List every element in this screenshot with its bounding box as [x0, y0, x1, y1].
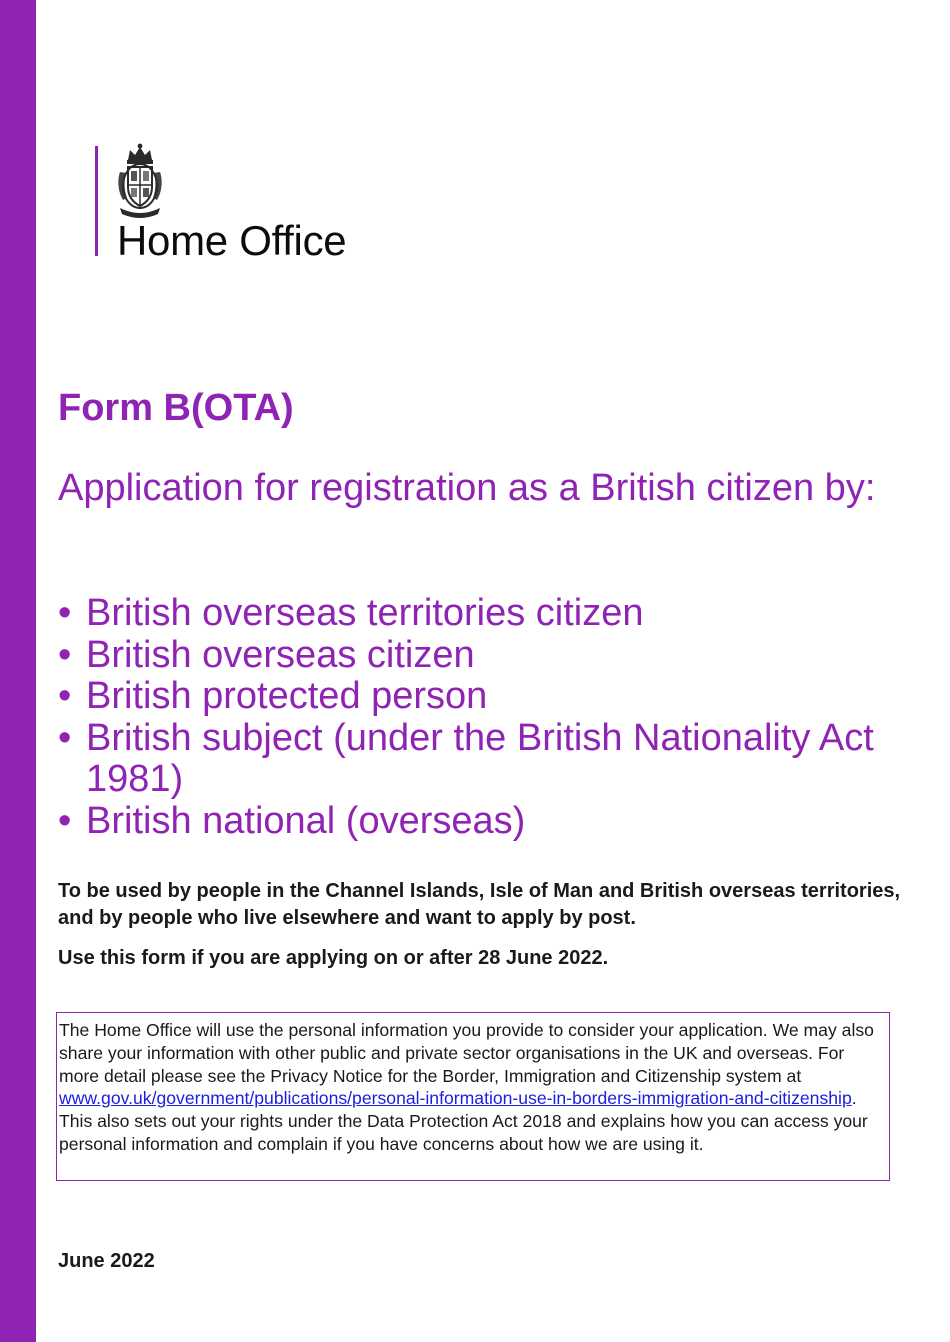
usage-note: To be used by people in the Channel Islands, Isle of Man and British overseas territories, and by people who live elsewhere and want to apply by post.: [58, 880, 901, 929]
org-name: Home Office: [117, 217, 347, 264]
logo-rule: [95, 146, 98, 256]
list-item: [58, 635, 918, 677]
list-item: [58, 676, 918, 718]
category-label: British subject (under the British Nationality Act 1981): [86, 716, 874, 800]
category-label: British national (overseas): [86, 799, 526, 842]
category-label: British overseas citizen: [86, 633, 475, 676]
category-label: British protected person: [86, 675, 488, 717]
privacy-text: The Home Office will use the personal information you provide to consider your application. We may also share your information with other public and private sector organisations in the UK and overseas. For more detail please see the Privacy Notice for the Border, Immigration and Citizenship system at: [59, 1020, 874, 1086]
publication-date: June 2022: [58, 1250, 155, 1272]
form-subtitle: Application for registration as a British citizen by:: [58, 467, 876, 509]
list-item: [58, 718, 918, 801]
eligible-categories-list: [58, 593, 918, 842]
home-office-logo: [95, 140, 415, 264]
privacy-notice-link[interactable]: www.gov.uk/government/publications/personal-information-use-in-borders-immigration-and-citizenship: [59, 1088, 852, 1109]
royal-coat-of-arms-icon: [114, 142, 166, 220]
form-title: Form B(OTA): [58, 387, 294, 429]
list-item: [58, 593, 918, 635]
bullet-icon: •: [58, 799, 72, 842]
left-accent-bar: [0, 0, 36, 1342]
privacy-text-end: . This also sets out your rights under the Data Protection Act 2018 and explains how you can access your personal information and complain if you have concerns about how we are using it.: [59, 1088, 868, 1154]
bullet-icon: •: [58, 592, 72, 634]
category-label: British overseas territories citizen: [86, 592, 644, 634]
bullet-icon: •: [58, 716, 72, 759]
date-note: Use this form if you are applying on or after 28 June 2022.: [58, 947, 609, 969]
list-item: [58, 801, 918, 843]
bullet-icon: •: [58, 675, 72, 717]
privacy-notice-box: [56, 1012, 890, 1181]
bullet-icon: •: [58, 633, 72, 676]
